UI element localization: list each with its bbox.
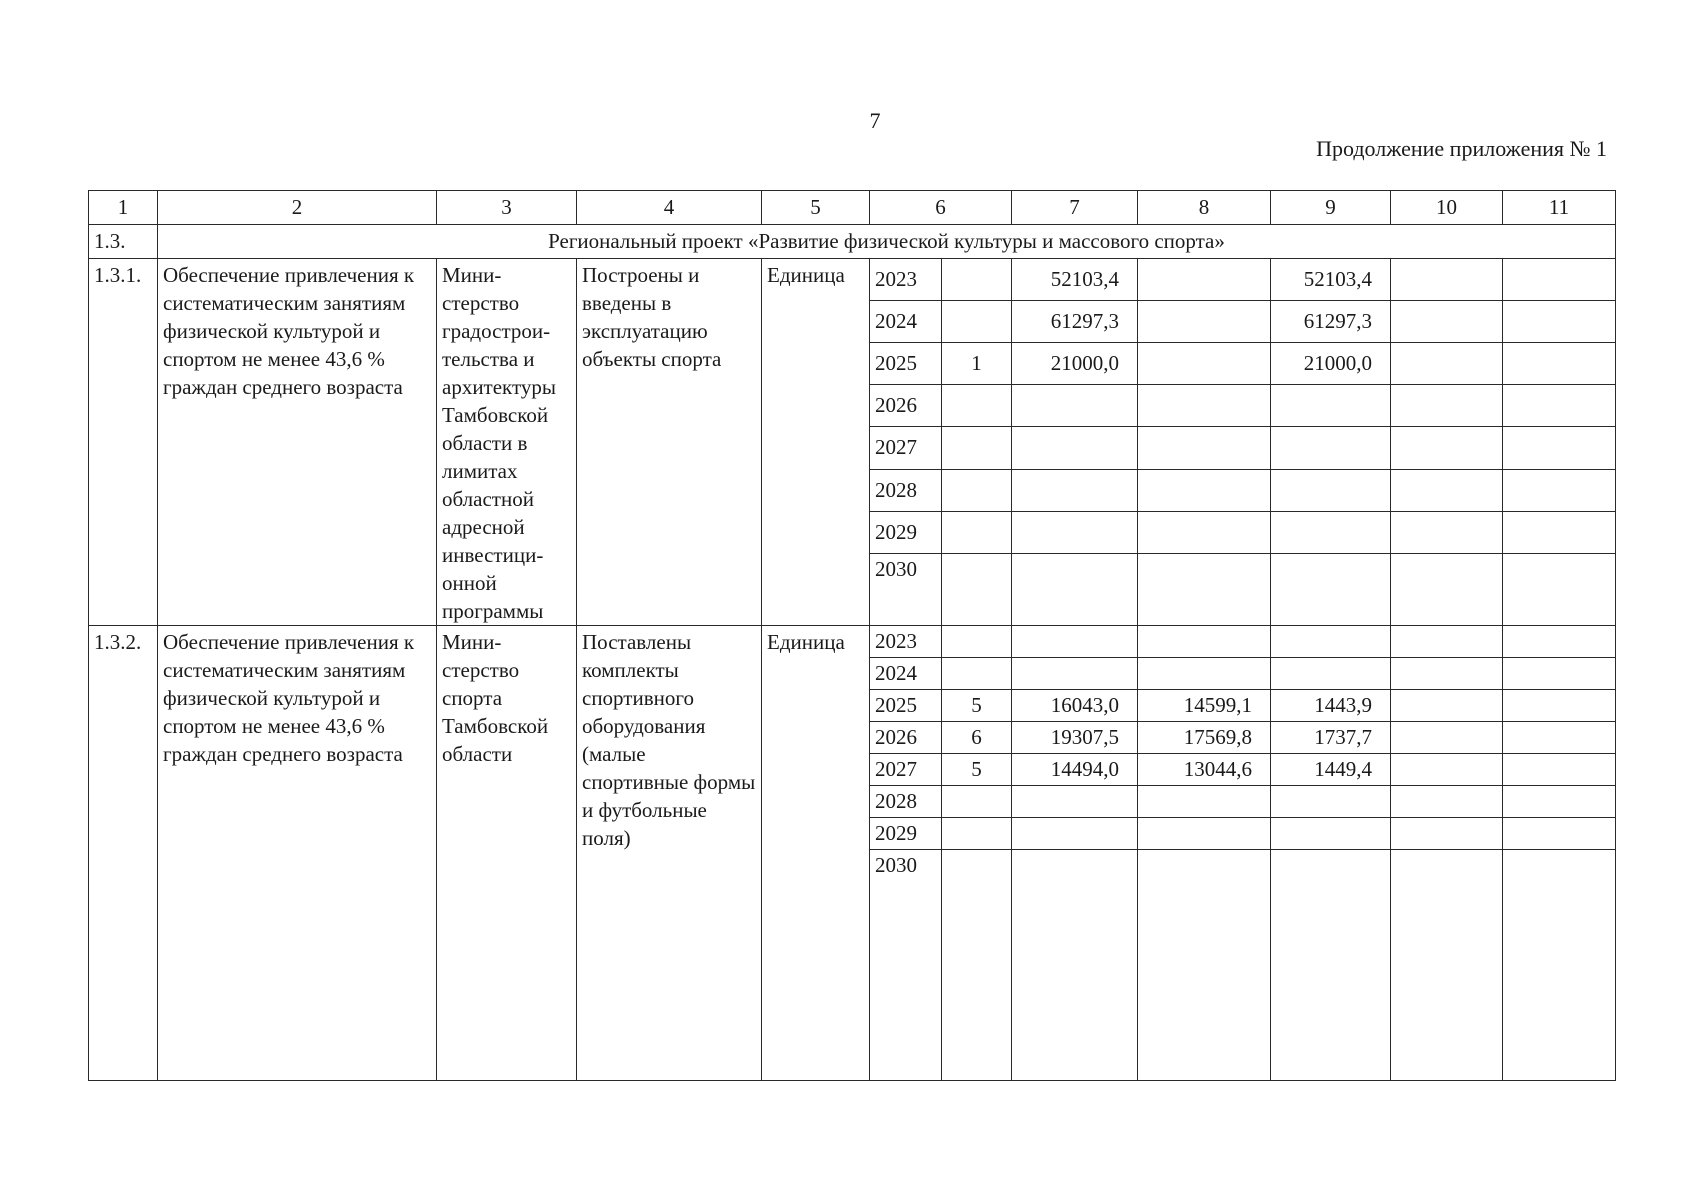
value-col9: 52103,4 — [1271, 259, 1391, 301]
value-col10 — [1391, 343, 1503, 385]
value-col8 — [1138, 850, 1271, 1081]
header-cell: 7 — [1012, 191, 1138, 225]
item-description: Обеспечение привлечения к систематическим занятиям физической культурой и спортом не менее 43,6 % граждан среднего возраста — [158, 259, 437, 626]
value-col7: 52103,4 — [1012, 259, 1138, 301]
value-col8: 17569,8 — [1138, 722, 1271, 754]
value-col7: 61297,3 — [1012, 301, 1138, 343]
project-title: Региональный проект «Развитие физической культуры и массового спорта» — [158, 225, 1616, 259]
year-cell: 2025 — [870, 343, 942, 385]
count-cell — [942, 850, 1012, 1081]
value-col9 — [1271, 818, 1391, 850]
value-col7: 19307,5 — [1012, 722, 1138, 754]
value-col9: 61297,3 — [1271, 301, 1391, 343]
year-cell: 2023 — [870, 626, 942, 658]
value-col11 — [1503, 850, 1616, 1081]
value-col8 — [1138, 301, 1271, 343]
value-col9 — [1271, 427, 1391, 469]
value-col7 — [1012, 553, 1138, 625]
value-col10 — [1391, 850, 1503, 1081]
value-col8 — [1138, 427, 1271, 469]
value-col11 — [1503, 343, 1616, 385]
value-col7 — [1012, 658, 1138, 690]
count-cell: 5 — [942, 690, 1012, 722]
year-cell: 2024 — [870, 301, 942, 343]
value-col11 — [1503, 427, 1616, 469]
value-col10 — [1391, 259, 1503, 301]
year-cell: 2028 — [870, 786, 942, 818]
header-cell: 8 — [1138, 191, 1271, 225]
item-description: Обеспечение привлечения к систематическим занятиям физической культурой и спортом не менее 43,6 % граждан среднего возраста — [158, 626, 437, 1081]
table-row — [89, 259, 1616, 301]
data-table — [88, 190, 1616, 1081]
value-col10 — [1391, 301, 1503, 343]
project-row — [89, 225, 1616, 259]
continuation-label: Продолжение приложения № 1 — [1316, 136, 1607, 161]
value-col11 — [1503, 626, 1616, 658]
header-cell: 2 — [158, 191, 437, 225]
header-cell: 6 — [870, 191, 1012, 225]
count-cell — [942, 511, 1012, 553]
value-col8 — [1138, 553, 1271, 625]
value-col9 — [1271, 658, 1391, 690]
value-col9 — [1271, 850, 1391, 1081]
value-col7: 14494,0 — [1012, 754, 1138, 786]
value-col8 — [1138, 385, 1271, 427]
year-cell: 2030 — [870, 850, 942, 1081]
value-col10 — [1391, 553, 1503, 625]
value-col9: 1443,9 — [1271, 690, 1391, 722]
value-col11 — [1503, 511, 1616, 553]
count-cell — [942, 818, 1012, 850]
value-col8: 14599,1 — [1138, 690, 1271, 722]
value-col11 — [1503, 553, 1616, 625]
value-col7: 16043,0 — [1012, 690, 1138, 722]
count-cell: 6 — [942, 722, 1012, 754]
value-col11 — [1503, 469, 1616, 511]
header-cell: 5 — [762, 191, 870, 225]
value-col8 — [1138, 259, 1271, 301]
value-col11 — [1503, 658, 1616, 690]
value-col8: 13044,6 — [1138, 754, 1271, 786]
year-cell: 2025 — [870, 690, 942, 722]
item-result: Поставлены комплекты спортивного оборудования (малые спортивные формы и футбольные поля) — [577, 626, 762, 1081]
value-col7 — [1012, 385, 1138, 427]
page-number: 7 — [869, 108, 881, 133]
item-unit: Единица — [762, 259, 870, 626]
count-cell: 5 — [942, 754, 1012, 786]
value-col9 — [1271, 553, 1391, 625]
count-cell — [942, 427, 1012, 469]
value-col7 — [1012, 427, 1138, 469]
value-col10 — [1391, 786, 1503, 818]
item-code: 1.3.1. — [89, 259, 158, 626]
count-cell — [942, 553, 1012, 625]
year-cell: 2027 — [870, 754, 942, 786]
value-col11 — [1503, 301, 1616, 343]
value-col11 — [1503, 690, 1616, 722]
table-row — [89, 626, 1616, 658]
header-cell: 4 — [577, 191, 762, 225]
header-cell: 1 — [89, 191, 158, 225]
year-cell: 2027 — [870, 427, 942, 469]
project-code: 1.3. — [89, 225, 158, 259]
value-col9 — [1271, 626, 1391, 658]
value-col8 — [1138, 469, 1271, 511]
value-col7: 21000,0 — [1012, 343, 1138, 385]
value-col9 — [1271, 511, 1391, 553]
count-cell: 1 — [942, 343, 1012, 385]
value-col9: 1737,7 — [1271, 722, 1391, 754]
value-col9: 21000,0 — [1271, 343, 1391, 385]
count-cell — [942, 626, 1012, 658]
year-cell: 2028 — [870, 469, 942, 511]
value-col10 — [1391, 690, 1503, 722]
value-col7 — [1012, 850, 1138, 1081]
value-col10 — [1391, 722, 1503, 754]
count-cell — [942, 259, 1012, 301]
count-cell — [942, 469, 1012, 511]
count-cell — [942, 658, 1012, 690]
value-col11 — [1503, 786, 1616, 818]
year-cell: 2029 — [870, 818, 942, 850]
value-col11 — [1503, 259, 1616, 301]
header-cell: 10 — [1391, 191, 1503, 225]
header-cell: 9 — [1271, 191, 1391, 225]
year-cell: 2029 — [870, 511, 942, 553]
value-col7 — [1012, 818, 1138, 850]
value-col9 — [1271, 786, 1391, 818]
item-responsible: Мини-стерство спорта Тамбовской области — [437, 626, 577, 1081]
value-col8 — [1138, 626, 1271, 658]
value-col8 — [1138, 658, 1271, 690]
count-cell — [942, 385, 1012, 427]
value-col9: 1449,4 — [1271, 754, 1391, 786]
value-col11 — [1503, 722, 1616, 754]
item-unit: Единица — [762, 626, 870, 1081]
year-cell: 2024 — [870, 658, 942, 690]
value-col9 — [1271, 385, 1391, 427]
header-cell: 3 — [437, 191, 577, 225]
value-col10 — [1391, 511, 1503, 553]
header-cell: 11 — [1503, 191, 1616, 225]
value-col7 — [1012, 626, 1138, 658]
count-cell — [942, 786, 1012, 818]
header-row — [89, 191, 1616, 225]
value-col8 — [1138, 511, 1271, 553]
year-cell: 2023 — [870, 259, 942, 301]
value-col7 — [1012, 786, 1138, 818]
value-col11 — [1503, 818, 1616, 850]
value-col11 — [1503, 385, 1616, 427]
year-cell: 2026 — [870, 722, 942, 754]
value-col10 — [1391, 385, 1503, 427]
item-result: Построены и введены в эксплуатацию объекты спорта — [577, 259, 762, 626]
value-col10 — [1391, 626, 1503, 658]
value-col9 — [1271, 469, 1391, 511]
value-col10 — [1391, 427, 1503, 469]
value-col8 — [1138, 818, 1271, 850]
count-cell — [942, 301, 1012, 343]
value-col10 — [1391, 658, 1503, 690]
item-responsible: Мини-стерство градострои-тельства и архитектуры Тамбовской области в лимитах областной адресной инвестици-онной программы — [437, 259, 577, 626]
year-cell: 2030 — [870, 553, 942, 625]
value-col8 — [1138, 343, 1271, 385]
value-col7 — [1012, 469, 1138, 511]
value-col10 — [1391, 754, 1503, 786]
value-col10 — [1391, 818, 1503, 850]
value-col7 — [1012, 511, 1138, 553]
value-col10 — [1391, 469, 1503, 511]
year-cell: 2026 — [870, 385, 942, 427]
value-col11 — [1503, 754, 1616, 786]
value-col8 — [1138, 786, 1271, 818]
item-code: 1.3.2. — [89, 626, 158, 1081]
